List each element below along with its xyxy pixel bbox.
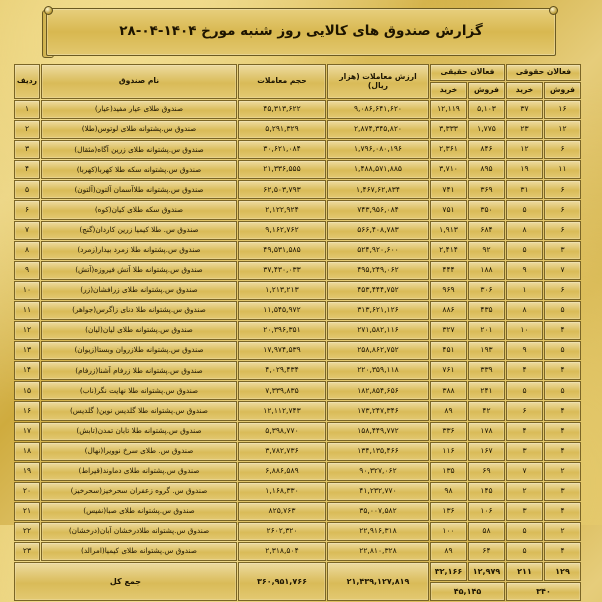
cell-legal-buy: ۳: [506, 442, 543, 461]
cell-real-sell: ۲۰۱: [468, 321, 505, 340]
title-banner: [46, 8, 556, 56]
cell-legal-buy: ۱۹: [506, 160, 543, 179]
cell-volume: ۷,۳۳۹,۸۳۵: [238, 381, 326, 400]
cell-value: ۱۳۴,۱۳۵,۴۶۶: [327, 442, 429, 461]
table-row: [14, 321, 581, 340]
cell-value: ۲,۸۷۴,۳۴۵,۸۲۰: [327, 120, 429, 139]
cell-real-sell: ۵,۱۰۳: [468, 100, 505, 119]
cell-legal-buy: ۷: [506, 462, 543, 481]
cell-real-sell: ۱,۷۷۵: [468, 120, 505, 139]
cell-value: ۱,۷۹۶,۰۸۰,۱۹۶: [327, 140, 429, 159]
cell-real-sell: ۱۰۶: [468, 502, 505, 521]
total-legal-sum: ۳۴۰: [506, 582, 581, 601]
cell-legal-sell: ۱۱: [544, 160, 581, 179]
cell-real-buy: ۹۸: [430, 482, 467, 501]
table-row: [14, 160, 581, 179]
cell-rank: ۲۲: [14, 522, 40, 541]
cell-rank: ۱۴: [14, 361, 40, 380]
report-table-wrap: [16, 63, 582, 602]
cell-fund-name: صندوق س.پشتوانه طلا گلدیس نوین( گلدیس): [41, 401, 237, 420]
cell-real-buy: ۲,۴۱۴: [430, 241, 467, 260]
cell-real-buy: ۱۳۶: [430, 502, 467, 521]
cell-legal-buy: ۸: [506, 301, 543, 320]
cell-value: ۵۲۴,۹۲۰,۶۰۰: [327, 241, 429, 260]
table-row: [14, 542, 581, 561]
cell-legal-buy: ۱۰: [506, 321, 543, 340]
header-fund-name: نام صندوق: [41, 64, 237, 99]
cell-legal-sell: ۶: [544, 221, 581, 240]
cell-rank: ۶: [14, 200, 40, 219]
cell-real-sell: ۱۸۸: [468, 261, 505, 280]
cell-fund-name: صندوق س.پشتوانه طلای زرافشان(زر): [41, 281, 237, 300]
table-row: [14, 100, 581, 119]
cell-fund-name: صندوق س.پشتوانه طلا دنای زاگرس(جواهر): [41, 301, 237, 320]
cell-rank: ۱۰: [14, 281, 40, 300]
cell-real-sell: ۳۳۹: [468, 361, 505, 380]
table-row: [14, 482, 581, 501]
cell-legal-sell: ۵: [544, 381, 581, 400]
header-real-sell: فروش: [468, 82, 505, 99]
cell-legal-buy: ۹: [506, 341, 543, 360]
cell-real-buy: ۱,۹۱۳: [430, 221, 467, 240]
cell-real-buy: ۳۲۷: [430, 321, 467, 340]
total-legal-buy: ۲۱۱: [506, 562, 543, 581]
cell-legal-sell: ۳: [544, 482, 581, 501]
cell-legal-buy: ۵: [506, 542, 543, 561]
table-row: [14, 381, 581, 400]
table-row: [14, 200, 581, 219]
cell-fund-name: صندوق سکه طلای کیان(کوه): [41, 200, 237, 219]
cell-real-buy: ۷۴۱: [430, 180, 467, 199]
cell-legal-buy: ۵: [506, 241, 543, 260]
table-foot: [14, 562, 581, 601]
cell-fund-name: صندوق طلای عیار مفید(عیار): [41, 100, 237, 119]
table-row: [14, 261, 581, 280]
cell-legal-sell: ۴: [544, 361, 581, 380]
cell-value: ۱۸۲,۸۵۴,۶۵۶: [327, 381, 429, 400]
cell-rank: ۲: [14, 120, 40, 139]
cell-legal-sell: ۴: [544, 502, 581, 521]
total-label: جمع کل: [14, 562, 237, 601]
cell-legal-buy: ۳۷: [506, 100, 543, 119]
table-row: [14, 241, 581, 260]
table-row: [14, 120, 581, 139]
cell-volume: ۱۷,۹۷۴,۵۳۹: [238, 341, 326, 360]
header-rank: ردیف: [14, 64, 40, 99]
cell-real-sell: ۱۷۸: [468, 422, 505, 441]
cell-fund-name: صندوق س.پشتوانه طلای لوتوس(طلا): [41, 120, 237, 139]
cell-real-sell: ۴۳۵: [468, 301, 505, 320]
cell-fund-name: صندوق س.پشتوانه طلاآسمان آلتون(آلتون): [41, 180, 237, 199]
header-legal-buy: خرید: [506, 82, 543, 99]
cell-volume: ۱,۱۶۸,۳۳۰: [238, 482, 326, 501]
header-real-buy: خرید: [430, 82, 467, 99]
cell-value: ۲۷۱,۵۸۲,۱۱۶: [327, 321, 429, 340]
cell-fund-name: صندوق س.پشتوانه طلا زمرد بیدار(زمرد): [41, 241, 237, 260]
cell-fund-name: صندوق س.پشتوانه طلای زرین آگاه(مثقال): [41, 140, 237, 159]
table-row: [14, 180, 581, 199]
cell-fund-name: صندوق س.پشتوانه طلا نهایت نگر(ناب): [41, 381, 237, 400]
cell-fund-name: صندوق س.پشتوانه طلای کیمیا(امرالد): [41, 542, 237, 561]
cell-rank: ۱۶: [14, 401, 40, 420]
header-value: ارزش معاملات (هزار ریال): [327, 64, 429, 99]
pin-icon: [549, 6, 558, 15]
total-real-sum: ۴۵,۱۴۵: [430, 582, 505, 601]
cell-rank: ۱۱: [14, 301, 40, 320]
cell-real-sell: ۶۸۴: [468, 221, 505, 240]
cell-real-sell: ۸۹۵: [468, 160, 505, 179]
cell-legal-sell: ۵: [544, 341, 581, 360]
cell-value: ۱,۴۸۸,۵۷۱,۸۸۵: [327, 160, 429, 179]
cell-real-buy: ۳۳۶: [430, 422, 467, 441]
cell-legal-sell: ۶: [544, 140, 581, 159]
cell-volume: ۸۲۵,۷۶۳: [238, 502, 326, 521]
header-legal-group: فعالان حقوقی: [506, 64, 581, 81]
table-row: [14, 502, 581, 521]
cell-real-buy: ۸۹: [430, 542, 467, 561]
cell-volume: ۵,۳۹۸,۷۷۰: [238, 422, 326, 441]
cell-real-sell: ۳۵۰: [468, 200, 505, 219]
cell-real-buy: ۷۶۱: [430, 361, 467, 380]
table-body: [14, 100, 581, 561]
cell-real-sell: ۱۶۷: [468, 442, 505, 461]
cell-legal-buy: ۴: [506, 422, 543, 441]
cell-fund-name: صندوق س. طلای سرخ نوویرا(نهال): [41, 442, 237, 461]
cell-real-buy: ۲,۳۶۱: [430, 140, 467, 159]
cell-legal-buy: ۱۲: [506, 140, 543, 159]
cell-rank: ۵: [14, 180, 40, 199]
page-title: گزارش صندوق های کالایی روز شنبه مورخ ۱۴۰۴-۰۴-۲۸: [119, 23, 483, 39]
cell-real-sell: ۹۲: [468, 241, 505, 260]
header-volume: حجم معاملات: [238, 64, 326, 99]
table-row: [14, 462, 581, 481]
commodity-funds-table: [13, 63, 582, 602]
cell-volume: ۲۱,۳۳۶,۵۵۵: [238, 160, 326, 179]
cell-legal-buy: ۲۳: [506, 120, 543, 139]
cell-volume: ۱,۲۱۳,۲۱۳: [238, 281, 326, 300]
cell-real-sell: ۵۸: [468, 522, 505, 541]
cell-legal-buy: ۲: [506, 482, 543, 501]
total-row: [14, 562, 581, 581]
cell-real-buy: ۴۴۴: [430, 261, 467, 280]
cell-legal-sell: ۶: [544, 200, 581, 219]
cell-legal-sell: ۴: [544, 321, 581, 340]
cell-real-sell: ۱۴۵: [468, 482, 505, 501]
cell-rank: ۳: [14, 140, 40, 159]
cell-rank: ۴: [14, 160, 40, 179]
cell-volume: ۶,۸۸۶,۵۸۹: [238, 462, 326, 481]
table-row: [14, 221, 581, 240]
cell-legal-buy: ۳: [506, 502, 543, 521]
cell-fund-name: صندوق س.پشتوانه طلا آتش فیروزه(آتش): [41, 261, 237, 280]
cell-volume: ۱۱,۵۴۵,۹۷۲: [238, 301, 326, 320]
table-header-row-1: [14, 64, 581, 81]
cell-legal-buy: ۴: [506, 361, 543, 380]
cell-legal-buy: ۶: [506, 401, 543, 420]
cell-real-buy: ۱۱۶: [430, 442, 467, 461]
cell-volume: ۲,۱۲۲,۹۲۴: [238, 200, 326, 219]
cell-fund-name: صندوق س. گروه زعفران سحرخیز(سحرخیز): [41, 482, 237, 501]
cell-value: ۲۲,۸۱۰,۳۲۸: [327, 542, 429, 561]
cell-volume: ۶۲,۵۰۳,۷۹۳: [238, 180, 326, 199]
cell-rank: ۷: [14, 221, 40, 240]
cell-legal-sell: ۲: [544, 522, 581, 541]
cell-value: ۴۹۵,۲۴۹,۰۶۲: [327, 261, 429, 280]
cell-volume: ۱۲,۱۱۲,۷۴۳: [238, 401, 326, 420]
cell-rank: ۹: [14, 261, 40, 280]
cell-volume: ۴۵,۳۱۳,۶۲۲: [238, 100, 326, 119]
table-head: [14, 64, 581, 99]
cell-volume: ۴۹,۵۳۱,۵۸۵: [238, 241, 326, 260]
total-volume: ۳۶۰,۹۵۱,۷۶۶: [238, 562, 326, 601]
table-row: [14, 341, 581, 360]
cell-rank: ۱۵: [14, 381, 40, 400]
cell-value: ۱۵۸,۴۴۹,۷۷۲: [327, 422, 429, 441]
cell-volume: ۳۰,۶۲۱,۰۸۴: [238, 140, 326, 159]
cell-value: ۵۶۶,۴۰۸,۷۸۳: [327, 221, 429, 240]
cell-legal-sell: ۴: [544, 422, 581, 441]
cell-legal-sell: ۶: [544, 180, 581, 199]
cell-legal-buy: ۱: [506, 281, 543, 300]
cell-rank: ۲۰: [14, 482, 40, 501]
header-legal-sell: فروش: [544, 82, 581, 99]
total-real-sell: ۱۲,۹۷۹: [468, 562, 505, 581]
cell-value: ۱,۴۶۷,۶۲,۸۳۴: [327, 180, 429, 199]
cell-fund-name: صندوق س.پشتوانه طلادرخشان آبان(درخشان): [41, 522, 237, 541]
cell-volume: ۹,۱۶۲,۷۶۲: [238, 221, 326, 240]
cell-real-sell: ۶۴: [468, 542, 505, 561]
cell-volume: ۳۷,۴۳۰,۰۳۳: [238, 261, 326, 280]
cell-legal-buy: ۵: [506, 381, 543, 400]
cell-volume: ۲,۳۱۸,۵۰۴: [238, 542, 326, 561]
cell-value: ۹۰,۳۲۷,۰۶۲: [327, 462, 429, 481]
cell-real-sell: ۱۹۳: [468, 341, 505, 360]
cell-real-sell: ۶۹: [468, 462, 505, 481]
cell-real-sell: ۴۲: [468, 401, 505, 420]
cell-volume: ۳,۷۸۲,۷۳۶: [238, 442, 326, 461]
table-row: [14, 140, 581, 159]
cell-legal-buy: ۵: [506, 200, 543, 219]
table-row: [14, 301, 581, 320]
cell-real-buy: ۱۲,۱۱۹: [430, 100, 467, 119]
total-value: ۲۱,۴۳۹,۱۲۷,۸۱۹: [327, 562, 429, 601]
cell-volume: ۲۰,۳۹۶,۳۵۱: [238, 321, 326, 340]
header-real-group: فعالان حقیقی: [430, 64, 505, 81]
pin-icon: [44, 6, 53, 15]
cell-value: ۳۵,۰۰۷,۵۸۲: [327, 502, 429, 521]
cell-legal-sell: ۷: [544, 261, 581, 280]
cell-legal-buy: ۹: [506, 261, 543, 280]
cell-legal-sell: ۶: [544, 281, 581, 300]
cell-volume: ۴,۰۲۹,۴۳۴: [238, 361, 326, 380]
cell-legal-sell: ۴: [544, 542, 581, 561]
cell-legal-buy: ۵: [506, 522, 543, 541]
cell-legal-sell: ۴: [544, 401, 581, 420]
cell-rank: ۱: [14, 100, 40, 119]
cell-real-sell: ۸۴۶: [468, 140, 505, 159]
cell-volume: ۲۶۰۲,۳۲۰: [238, 522, 326, 541]
cell-fund-name: صندوق س.پشتوانه سکه طلا کهربا(کهربا): [41, 160, 237, 179]
cell-fund-name: صندوق س.پشتوانه طلا زرفام آشنا(زرفام): [41, 361, 237, 380]
cell-value: ۳۱۳,۶۲۱,۱۲۶: [327, 301, 429, 320]
banner-frame: [46, 8, 556, 56]
cell-legal-sell: ۵: [544, 301, 581, 320]
cell-real-buy: ۳,۳۳۳: [430, 120, 467, 139]
cell-real-sell: ۳۶۹: [468, 180, 505, 199]
cell-volume: ۵,۲۹۱,۳۲۹: [238, 120, 326, 139]
cell-value: ۲۲,۹۱۶,۳۱۸: [327, 522, 429, 541]
cell-fund-name: صندوق س.پشتوانه طلای صبا(نفیس): [41, 502, 237, 521]
cell-legal-sell: ۲: [544, 462, 581, 481]
cell-legal-buy: ۳۱: [506, 180, 543, 199]
table-row: [14, 281, 581, 300]
cell-value: ۲۵۸,۸۶۲,۷۵۲: [327, 341, 429, 360]
cell-rank: ۸: [14, 241, 40, 260]
cell-fund-name: صندوق س.پشتوانه طلای دماوند(قیراط): [41, 462, 237, 481]
total-real-buy: ۳۲,۱۶۶: [430, 562, 467, 581]
cell-rank: ۲۱: [14, 502, 40, 521]
cell-rank: ۲۳: [14, 542, 40, 561]
cell-value: ۴۵۳,۴۴۴,۷۵۲: [327, 281, 429, 300]
cell-real-buy: ۷۵۱: [430, 200, 467, 219]
table-row: [14, 401, 581, 420]
cell-real-buy: ۸۹: [430, 401, 467, 420]
cell-rank: ۱۷: [14, 422, 40, 441]
cell-rank: ۱۲: [14, 321, 40, 340]
cell-real-buy: ۳,۷۱۰: [430, 160, 467, 179]
table-row: [14, 361, 581, 380]
cell-real-sell: ۲۴۱: [468, 381, 505, 400]
cell-legal-sell: ۳: [544, 241, 581, 260]
table-row: [14, 422, 581, 441]
cell-fund-name: صندوق س. طلا کیمیا زرین کاردان(گنج): [41, 221, 237, 240]
cell-real-buy: ۱۳۵: [430, 462, 467, 481]
cell-value: ۹,۰۸۶,۶۴۱,۶۲۰: [327, 100, 429, 119]
cell-real-buy: ۳۸۸: [430, 381, 467, 400]
cell-real-buy: ۴۵۱: [430, 341, 467, 360]
cell-value: ۲۲۰,۳۵۹,۱۱۸: [327, 361, 429, 380]
cell-fund-name: صندوق س.پشتوانه طلای لیان(لیان): [41, 321, 237, 340]
cell-legal-sell: ۱۲: [544, 120, 581, 139]
cell-value: ۴۱,۲۳۲,۷۷۰: [327, 482, 429, 501]
cell-fund-name: صندوق س.پشتوانه طلازروان وبستا(زیوان): [41, 341, 237, 360]
cell-value: ۷۴۳,۹۵۶,۰۸۴: [327, 200, 429, 219]
cell-fund-name: صندوق س.پشتوانه طلا تابان تمدن(تابش): [41, 422, 237, 441]
cell-legal-buy: ۸: [506, 221, 543, 240]
cell-value: ۱۷۳,۲۴۷,۳۴۶: [327, 401, 429, 420]
cell-real-buy: ۹۶۹: [430, 281, 467, 300]
cell-real-buy: ۱۰۰: [430, 522, 467, 541]
cell-rank: ۱۳: [14, 341, 40, 360]
table-row: [14, 442, 581, 461]
total-legal-sell: ۱۲۹: [544, 562, 581, 581]
cell-legal-sell: ۱۶: [544, 100, 581, 119]
cell-rank: ۱۸: [14, 442, 40, 461]
cell-real-buy: ۸۸۶: [430, 301, 467, 320]
cell-real-sell: ۳۰۶: [468, 281, 505, 300]
cell-rank: ۱۹: [14, 462, 40, 481]
cell-legal-sell: ۴: [544, 442, 581, 461]
